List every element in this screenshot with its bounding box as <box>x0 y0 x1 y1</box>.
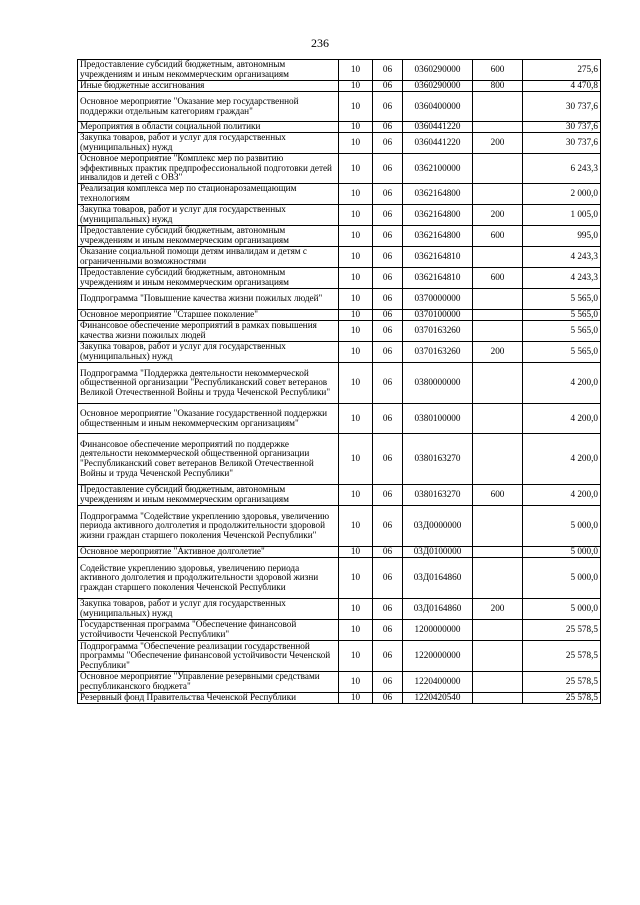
row-expense-type: 600 <box>473 485 523 506</box>
row-target-article: 1220420540 <box>403 693 473 704</box>
row-expense-type: 200 <box>473 342 523 363</box>
row-expense-type: 800 <box>473 81 523 92</box>
row-target-article: 0360441220 <box>403 122 473 133</box>
table-row <box>78 363 601 404</box>
row-subsection: 06 <box>373 620 403 641</box>
row-section: 10 <box>339 268 373 289</box>
row-section: 10 <box>339 434 373 485</box>
row-subsection: 06 <box>373 133 403 154</box>
row-amount: 275,6 <box>523 60 601 81</box>
row-amount: 25 578,5 <box>523 641 601 672</box>
row-subsection: 06 <box>373 434 403 485</box>
row-name: Предоставление субсидий бюджетным, автономным учреждениям и иным некоммерческим организациям <box>78 60 339 81</box>
row-subsection: 06 <box>373 321 403 342</box>
row-subsection: 06 <box>373 363 403 404</box>
row-amount: 4 470,8 <box>523 81 601 92</box>
row-section: 10 <box>339 620 373 641</box>
row-target-article: 0362164800 <box>403 226 473 247</box>
row-amount: 2 000,0 <box>523 184 601 205</box>
row-amount: 4 200,0 <box>523 363 601 404</box>
row-name: Основное мероприятие "Оказание государственной поддержки общественным и иным некоммерческим организациям" <box>78 404 339 434</box>
row-subsection: 06 <box>373 547 403 558</box>
row-amount: 4 243,3 <box>523 247 601 268</box>
row-expense-type <box>473 92 523 122</box>
row-subsection: 06 <box>373 485 403 506</box>
row-expense-type <box>473 672 523 693</box>
row-subsection: 06 <box>373 558 403 599</box>
row-name: Подпрограмма "Обеспечение реализации государственной программы "Обеспечение финансовой устойчивости Чеченской Республики" <box>78 641 339 672</box>
row-name: Предоставление субсидий бюджетным, автономным учреждениям и иным некоммерческим организациям <box>78 268 339 289</box>
row-section: 10 <box>339 133 373 154</box>
row-section: 10 <box>339 60 373 81</box>
row-target-article: 03Д0000000 <box>403 506 473 547</box>
table-row <box>78 184 601 205</box>
row-target-article: 0362164800 <box>403 205 473 226</box>
row-expense-type <box>473 558 523 599</box>
row-section: 10 <box>339 289 373 310</box>
row-expense-type <box>473 363 523 404</box>
row-expense-type: 200 <box>473 599 523 620</box>
row-amount: 5 000,0 <box>523 506 601 547</box>
row-subsection: 06 <box>373 404 403 434</box>
row-name: Основное мероприятие "Комплекс мер по развитию эффективных практик предпрофессиональной подготовки детей инвалидов и детей с ОВЗ" <box>78 154 339 184</box>
row-target-article: 0360400000 <box>403 92 473 122</box>
row-amount: 5 000,0 <box>523 558 601 599</box>
row-target-article: 03Д0164860 <box>403 558 473 599</box>
row-name: Закупка товаров, работ и услуг для государственных (муниципальных) нужд <box>78 599 339 620</box>
row-amount: 5 565,0 <box>523 289 601 310</box>
row-target-article: 0370100000 <box>403 310 473 321</box>
row-expense-type <box>473 547 523 558</box>
row-expense-type <box>473 620 523 641</box>
row-name: Подпрограмма "Содействие укреплению здоровья, увеличению периода активного долголетия и продолжительности здоровой жизни граждан старшего поколения Чеченской Республики" <box>78 506 339 547</box>
row-amount: 1 005,0 <box>523 205 601 226</box>
row-section: 10 <box>339 558 373 599</box>
row-target-article: 0380100000 <box>403 404 473 434</box>
row-name: Иные бюджетные ассигнования <box>78 81 339 92</box>
row-subsection: 06 <box>373 289 403 310</box>
budget-table-body <box>78 60 601 704</box>
row-subsection: 06 <box>373 247 403 268</box>
table-row <box>78 247 601 268</box>
row-expense-type <box>473 310 523 321</box>
table-row <box>78 641 601 672</box>
row-target-article: 0362100000 <box>403 154 473 184</box>
row-subsection: 06 <box>373 92 403 122</box>
row-amount: 25 578,5 <box>523 620 601 641</box>
row-expense-type <box>473 641 523 672</box>
row-section: 10 <box>339 693 373 704</box>
row-amount: 25 578,5 <box>523 672 601 693</box>
row-name: Основное мероприятие "Старшее поколение" <box>78 310 339 321</box>
row-expense-type: 600 <box>473 226 523 247</box>
row-expense-type <box>473 404 523 434</box>
row-name: Мероприятия в области социальной политики <box>78 122 339 133</box>
row-name: Основное мероприятие "Управление резервными средствами республиканского бюджета" <box>78 672 339 693</box>
row-amount: 4 243,3 <box>523 268 601 289</box>
table-row <box>78 404 601 434</box>
row-amount: 5 565,0 <box>523 342 601 363</box>
row-subsection: 06 <box>373 342 403 363</box>
row-subsection: 06 <box>373 122 403 133</box>
row-target-article: 0370163260 <box>403 321 473 342</box>
table-row <box>78 133 601 154</box>
row-amount: 25 578,5 <box>523 693 601 704</box>
row-subsection: 06 <box>373 205 403 226</box>
row-subsection: 06 <box>373 310 403 321</box>
row-amount: 4 200,0 <box>523 485 601 506</box>
row-target-article: 0360290000 <box>403 81 473 92</box>
row-target-article: 1220000000 <box>403 641 473 672</box>
row-subsection: 06 <box>373 672 403 693</box>
row-name: Основное мероприятие "Активное долголетие" <box>78 547 339 558</box>
table-row <box>78 226 601 247</box>
row-amount: 4 200,0 <box>523 404 601 434</box>
row-name: Закупка товаров, работ и услуг для государственных (муниципальных) нужд <box>78 205 339 226</box>
row-expense-type: 200 <box>473 133 523 154</box>
table-row <box>78 506 601 547</box>
row-section: 10 <box>339 81 373 92</box>
row-target-article: 0360441220 <box>403 133 473 154</box>
table-row <box>78 310 601 321</box>
row-name: Подпрограмма "Повышение качества жизни пожилых людей" <box>78 289 339 310</box>
table-row <box>78 434 601 485</box>
row-subsection: 06 <box>373 506 403 547</box>
row-target-article: 1220400000 <box>403 672 473 693</box>
row-name: Основное мероприятие "Оказание мер государственной поддержки отдельным категориям граждан" <box>78 92 339 122</box>
row-amount: 30 737,6 <box>523 122 601 133</box>
row-subsection: 06 <box>373 81 403 92</box>
row-subsection: 06 <box>373 693 403 704</box>
row-expense-type <box>473 289 523 310</box>
row-expense-type <box>473 321 523 342</box>
row-target-article: 0380163270 <box>403 485 473 506</box>
row-target-article: 0362164800 <box>403 184 473 205</box>
row-section: 10 <box>339 672 373 693</box>
row-section: 10 <box>339 205 373 226</box>
row-amount: 30 737,6 <box>523 133 601 154</box>
table-row <box>78 599 601 620</box>
row-target-article: 0370163260 <box>403 342 473 363</box>
row-section: 10 <box>339 485 373 506</box>
row-target-article: 0380163270 <box>403 434 473 485</box>
row-amount: 995,0 <box>523 226 601 247</box>
row-name: Предоставление субсидий бюджетным, автономным учреждениям и иным некоммерческим организациям <box>78 485 339 506</box>
table-row <box>78 154 601 184</box>
page-number: 236 <box>311 36 329 50</box>
row-amount: 5 565,0 <box>523 321 601 342</box>
row-subsection: 06 <box>373 60 403 81</box>
table-row <box>78 81 601 92</box>
row-subsection: 06 <box>373 184 403 205</box>
table-row <box>78 547 601 558</box>
row-amount: 30 737,6 <box>523 92 601 122</box>
row-name: Реализация комплекса мер по стационарозамещающим технологиям <box>78 184 339 205</box>
row-section: 10 <box>339 154 373 184</box>
row-section: 10 <box>339 122 373 133</box>
row-subsection: 06 <box>373 268 403 289</box>
table-row <box>78 485 601 506</box>
row-expense-type <box>473 122 523 133</box>
row-target-article: 03Д0100000 <box>403 547 473 558</box>
row-section: 10 <box>339 184 373 205</box>
table-row <box>78 268 601 289</box>
table-row <box>78 60 601 81</box>
row-name: Оказание социальной помощи детям инвалидам и детям с ограниченными возможностями <box>78 247 339 268</box>
row-target-article: 03Д0164860 <box>403 599 473 620</box>
row-expense-type: 600 <box>473 60 523 81</box>
row-name: Закупка товаров, работ и услуг для государственных (муниципальных) нужд <box>78 133 339 154</box>
table-row <box>78 693 601 704</box>
row-subsection: 06 <box>373 154 403 184</box>
row-name: Резервный фонд Правительства Чеченской Республики <box>78 693 339 704</box>
row-amount: 6 243,3 <box>523 154 601 184</box>
row-section: 10 <box>339 404 373 434</box>
row-subsection: 06 <box>373 641 403 672</box>
row-name: Содействие укреплению здоровья, увеличению периода активного долголетия и продолжительности здоровой жизни граждан старшего поколения Чеченской Республики <box>78 558 339 599</box>
row-section: 10 <box>339 310 373 321</box>
row-target-article: 0380000000 <box>403 363 473 404</box>
row-subsection: 06 <box>373 226 403 247</box>
table-row <box>78 122 601 133</box>
table-row <box>78 620 601 641</box>
row-section: 10 <box>339 547 373 558</box>
row-section: 10 <box>339 599 373 620</box>
budget-table <box>77 59 601 704</box>
row-expense-type <box>473 506 523 547</box>
row-amount: 5 000,0 <box>523 599 601 620</box>
row-section: 10 <box>339 363 373 404</box>
table-row <box>78 92 601 122</box>
row-amount: 5 000,0 <box>523 547 601 558</box>
row-section: 10 <box>339 342 373 363</box>
row-name: Закупка товаров, работ и услуг для государственных (муниципальных) нужд <box>78 342 339 363</box>
row-section: 10 <box>339 226 373 247</box>
row-section: 10 <box>339 247 373 268</box>
row-name: Финансовое обеспечение мероприятий по поддержке деятельности некоммерческой общественной организации "Республиканский совет ветеранов Великой Отечественной Войны и труда Чеченской Республики" <box>78 434 339 485</box>
row-name: Предоставление субсидий бюджетным, автономным учреждениям и иным некоммерческим организациям <box>78 226 339 247</box>
row-expense-type <box>473 693 523 704</box>
table-row <box>78 558 601 599</box>
row-expense-type <box>473 184 523 205</box>
row-amount: 5 565,0 <box>523 310 601 321</box>
row-name: Финансовое обеспечение мероприятий в рамках повышения качества жизни пожилых людей <box>78 321 339 342</box>
row-target-article: 0362164810 <box>403 247 473 268</box>
table-row <box>78 342 601 363</box>
row-expense-type: 200 <box>473 205 523 226</box>
row-expense-type: 600 <box>473 268 523 289</box>
row-section: 10 <box>339 92 373 122</box>
row-section: 10 <box>339 641 373 672</box>
row-target-article: 1200000000 <box>403 620 473 641</box>
row-name: Государственная программа "Обеспечение финансовой устойчивости Чеченской Республики" <box>78 620 339 641</box>
row-section: 10 <box>339 506 373 547</box>
row-target-article: 0362164810 <box>403 268 473 289</box>
row-target-article: 0360290000 <box>403 60 473 81</box>
row-amount: 4 200,0 <box>523 434 601 485</box>
row-name: Подпрограмма "Поддержка деятельности некоммерческой общественной организации "Республиканский совет ветеранов Великой Отечественной Войны и труда Чеченской Республики" <box>78 363 339 404</box>
table-row <box>78 321 601 342</box>
table-row <box>78 289 601 310</box>
table-row <box>78 672 601 693</box>
row-target-article: 0370000000 <box>403 289 473 310</box>
row-subsection: 06 <box>373 599 403 620</box>
row-expense-type <box>473 434 523 485</box>
row-expense-type <box>473 154 523 184</box>
row-section: 10 <box>339 321 373 342</box>
table-row <box>78 205 601 226</box>
row-expense-type <box>473 247 523 268</box>
